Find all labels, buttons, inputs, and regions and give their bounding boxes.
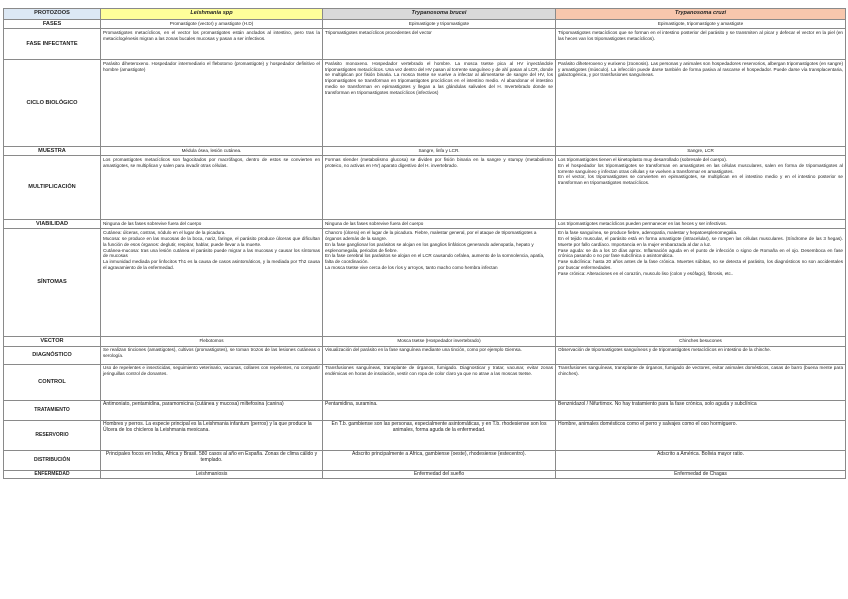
cell-enfermedad-cruzi: Enfermedad de Chagas (556, 470, 846, 478)
label-ciclo: CICLO BIOLÓGICO (4, 60, 101, 147)
cell-fases-leishmania: Promastigote (vector) y amastigote (H.D) (101, 20, 323, 29)
sintomas-cruzi-p2: En el tejido muscular, el parásito está en forma amastigote (intracelular), se rompen las células musculares. (Síndrome de las 3 hegas). Muerte por fallo cardíaco. Importancia en la mujer embarazada al dar a luz. (558, 235, 843, 247)
label-distribucion: DISTRIBUCIÓN (4, 450, 101, 470)
label-fases: FASES (4, 20, 101, 29)
cell-control-leishmania: Uso de repelentes e insecticidas, seguimiento veterinario, vacunas, collares con repelentes, no compartir jeringuillas control de donantes. (101, 364, 323, 400)
cell-enfermedad-brucei: Enfermedad del sueño (323, 470, 556, 478)
sintomas-leishmania-p3: Cutánea-mucosa: tras una lesión cutánea el parásito puede migrar a las mucosas y causar los síntomas de mucosas (103, 247, 320, 259)
label-muestra: MUESTRA (4, 147, 101, 156)
sintomas-cruzi-p4: Fase subclínica: hasta 20 años antes de la fase crónica. Muertes súbitas, no se detecta el parásito, los diagnósticos no son accidentales por buscar enfermedades. (558, 259, 843, 271)
cell-control-brucei: Transfusiones sanguíneas, transplante de órganos, fumigado. Diagnosticar y tratar, vacunar, evitar zonas endémicas en horas de insolación, vestir con ropa de color claro ya que no atrae a las moscas tsetse. (323, 364, 556, 400)
cell-vector-brucei: Mosca tsetse (Hospedador invertebrado) (323, 337, 556, 346)
cell-multiplicacion-brucei: Formas slender (metabolismo glucosa) se dividen por fisión binaria en la sangre y stumpy (metabolismo proteico, no activas en HV) aparato digestivo del H. invertebrado. (323, 156, 556, 220)
cell-distribucion-cruzi: Adscrito a América. Bolivia mayor ratio. (556, 450, 846, 470)
cell-tratamiento-cruzi: Benznidazol / Nifurtimox. No hay tratamiento para la fase crónica, solo aguda y subclínica (556, 400, 846, 420)
cell-viabilidad-cruzi: Los tripomastigotes metacíclicos pueden permanecer en las heces y ser infectivos. (556, 220, 846, 229)
cell-viabilidad-leishmania: Ninguna de las fases sobrevive fuera del cuerpo (101, 220, 323, 229)
cell-fase-infectante-cruzi: Tripomastigotes metacíclicos que se forman en el intestino posterior del parásito y se transmiten al picar y defecar el vector en la piel (en las heces van los tripomastigotes metacíclicos). (556, 29, 846, 60)
sintomas-brucei-p2: En la fase ganglionar los parásitos se alojan en los ganglios linfáticos generando adenopatía, hepato y esplenomegalia, periodos de fiebre. (325, 241, 534, 253)
cell-tratamiento-brucei: Pentamidina, suramina. (323, 400, 556, 420)
label-enfermedad: ENFERMEDAD (4, 470, 101, 478)
cell-reservorio-leishmania: Hombres y perros. La especie principal es la Leishmania infantum (perros) y la que produce la Úlcera de los chicleros la Leishmania mexicana. (101, 420, 323, 450)
sintomas-brucei-p4: La mosca tsetse vive cerca de los ríos y arroyos, tanto macho como hembra infectan (325, 265, 498, 271)
row-tratamiento (4, 400, 846, 420)
label-vector: VECTOR (4, 337, 101, 346)
cell-ciclo-cruzi: Parásito diheteroxeno y eurixeno (zoonosis). Las personas y animales son hospedadores reservorios, albergan tripomastigotes (en sangre) y amastigotes (músculo). La infección puede darse también de forma pasiva al rascarse el hospedador. Puede darse vía transplacentaria, galactogénica, y por transfusiones sanguíneas. (556, 60, 846, 147)
multiplicacion-cruzi-p1: Los tripomastigotes tienen el kinetoplasto muy desarrollado (sobresale del cuerpo). (558, 156, 728, 162)
cell-reservorio-cruzi: Hombre, animales domésticos como el perro y salvajes como el oso hormiguero. (556, 420, 846, 450)
cell-ciclo-brucei: Parásito monoxeno. Hospedador vertebrado el hombre. La mosca tsetse pica al HV inyectándole tripomastigotes metacíclicos. Una vez dentro del HV pasan al torrente sanguíneo y de ahí pasan al LCR, donde se multiplican por fisión binaria. La mosca tsetse se vuelve a infectar al alimentarse de sangre del HV, los tripomastigotes se transforman en tripomastigotes procíclicos en el intestino medio. Al abandonar el intestino medio se transforman en epimastigotes y llegan a las glándulas salivales del H. Invertebrado donde se transforman en tripomastigotes metacíclicos (infectivos) (323, 60, 556, 147)
cell-vector-cruzi: Chinches besucones (556, 337, 846, 346)
header-cruzi: Trypanosoma cruzi (556, 9, 846, 20)
cell-sintomas-leishmania (101, 229, 323, 337)
cell-distribucion-brucei: Adscrito principalmente a África, gambiense (oeste), rhodesiense (estecentro). (323, 450, 556, 470)
cell-multiplicacion-cruzi (556, 156, 846, 220)
row-fase-infectante (4, 29, 846, 60)
sintomas-leishmania-p2: Mucosa: se produce en las mucosas de la boca, nariz, faringe, el parásito produce úlceras que dificultan la función de esos órganos: deglutir, respirar, hablar, puede llevar a la muerte. (103, 235, 320, 247)
row-sintomas (4, 229, 846, 337)
cell-multiplicacion-leishmania: Los promastigotes metacíclicos son fagocitados por macrófagos, dentro de estos se convierten en amastigotes, se multiplican y salen para invadir otras células. (101, 156, 323, 220)
cell-ciclo-leishmania: Parásito diheteroxeno. Hospedador intermediario el flebotomo (promastigote) y hospedador definitivo el hombre (amastigote) (101, 60, 323, 147)
cell-sintomas-brucei (323, 229, 556, 337)
header-leishmania: Leishmania spp (101, 9, 323, 20)
sintomas-cruzi-p5: Fase crónica: Alteraciones en el corazón, musculo liso (colon y esófago), fibrosis, etc.. (558, 271, 734, 277)
row-ciclo (4, 60, 846, 147)
cell-vector-leishmania: Flebotomos (101, 337, 323, 346)
cell-viabilidad-brucei: Ninguna de las fases sobrevive fuera del cuerpo (323, 220, 556, 229)
protozoa-comparison-table (3, 8, 846, 479)
label-diagnostico: DIAGNÓSTICO (4, 346, 101, 364)
row-fases (4, 20, 846, 29)
cell-tratamiento-leishmania: Antimoniato, pentamidina, paramomicina (cutánea y mucosa) miltefosina (canina) (101, 400, 323, 420)
row-viabilidad (4, 220, 846, 229)
cell-enfermedad-leishmania: Leishmaniosis (101, 470, 323, 478)
sintomas-cruzi-p1: En la fase sanguínea, se produce fiebre, adenopatía, malestar y hepatoesplenomegalia. (558, 229, 738, 235)
row-control (4, 364, 846, 400)
sintomas-brucei-p1: Chancro (úlcera) en el lugar de la picadura. Fiebre, malestar general, por el ataque de tripomastigotes a órganos además de la sangre. (325, 229, 537, 241)
header-label: PROTOZOOS (4, 9, 101, 20)
sintomas-brucei-p3: En la fase cerebral los parásitos se alojan en el LCR causando cefalea, aumento de la somnolencia, apatía, falta de coordinación. (325, 253, 545, 265)
cell-diagnostico-cruzi: Observación de tripomastigotes sanguíneos y de tripomastigotes metacíclicos en intestino de la chinche. (556, 346, 846, 364)
label-control: CONTROL (4, 364, 101, 400)
sintomas-cruzi-p3: Fase aguda: se da a los 10 días aprox. Inflamación aguda en el punto de infección o signo de Romaña en el ojo. Desemboca en fase crónica pasando o no por fase subclínica o asintomática. (558, 247, 843, 259)
label-fase-infectante: FASE INFECTANTE (4, 29, 101, 60)
header-row (4, 9, 846, 20)
header-brucei: Trypanosoma brucei (323, 9, 556, 20)
row-muestra (4, 147, 846, 156)
row-enfermedad (4, 470, 846, 478)
cell-muestra-brucei: Sangre, linfa y LCR. (323, 147, 556, 156)
cell-fase-infectante-brucei: Tripomastigotes metacíclicos procedentes del vector (323, 29, 556, 60)
cell-diagnostico-brucei: Visualización del parásito en la fase sanguínea mediante una tinción, como por ejemplo Giemsa. (323, 346, 556, 364)
cell-fases-brucei: Epimastigote y tripomastigote (323, 20, 556, 29)
cell-sintomas-cruzi (556, 229, 846, 337)
cell-control-cruzi: Transfusiones sanguíneas, transplante de órganos, fumigado de vectores, evitar animales domésticos, casas de barro (buena mente para chinches). (556, 364, 846, 400)
cell-fases-cruzi: Epimastigote, tripomastigote y amastigote (556, 20, 846, 29)
cell-muestra-leishmania: Médula ósea, lesión cutánea. (101, 147, 323, 156)
cell-muestra-cruzi: Sangre, LCR (556, 147, 846, 156)
cell-fase-infectante-leishmania: Promastigotes metacíclicos, en el vector los promastigotes están anclados al intestino, pero tras la metaciclogénesis migran a las zonas bucales mucosas y pasan a ser infectivos. (101, 29, 323, 60)
row-multiplicacion (4, 156, 846, 220)
cell-reservorio-brucei: En T.b. gambiense son las personas, especialmente asintomáticas, y en T.b. rhodesiense son los animales, forma aguda de la enfermedad. (323, 420, 556, 450)
multiplicacion-cruzi-p2: En el hospedador los tripomastigotes se transforman en amastigotes en las células musculares, salen en forma de tripomastigotes al torrente sanguíneo y infectan otras células y se vuelven a transformar en amastigotes. (558, 162, 843, 174)
label-sintomas: SÍNTOMAS (4, 229, 101, 337)
cell-diagnostico-leishmania: Se realizan tinciones (amastigotes), cultivos (promastigotes), se toman trozos de las lesiones cutáneas o serología. (101, 346, 323, 364)
row-vector (4, 337, 846, 346)
label-tratamiento: TRATAMIENTO (4, 400, 101, 420)
label-multiplicacion: MULTIPLICACIÓN (4, 156, 101, 220)
sintomas-leishmania-p4: La inmunidad mediada por linfocitos Th1 es la causa de casos asintomáticos, y la mediada por Th2 causa el agravamiento de la enfermedad. (103, 259, 320, 271)
label-viabilidad: VIABILIDAD (4, 220, 101, 229)
cell-distribucion-leishmania: Principales focos en India, África y Brasil. 580 casos al año en España. Zonas de clima cálido y templado. (101, 450, 323, 470)
row-reservorio (4, 420, 846, 450)
label-reservorio: RESERVORIO (4, 420, 101, 450)
row-diagnostico (4, 346, 846, 364)
multiplicacion-cruzi-p3: En el vector, los tripomastigotes se convierten en epimastigotes, se multiplican en el intestino medio y en el intestino posterior se transforman en tripomastigotes metacíclicos. (558, 174, 843, 186)
sintomas-leishmania-p1: Cutánea: úlceras, costras, nódulo en el lugar de la picadura. (103, 229, 226, 235)
row-distribucion (4, 450, 846, 470)
